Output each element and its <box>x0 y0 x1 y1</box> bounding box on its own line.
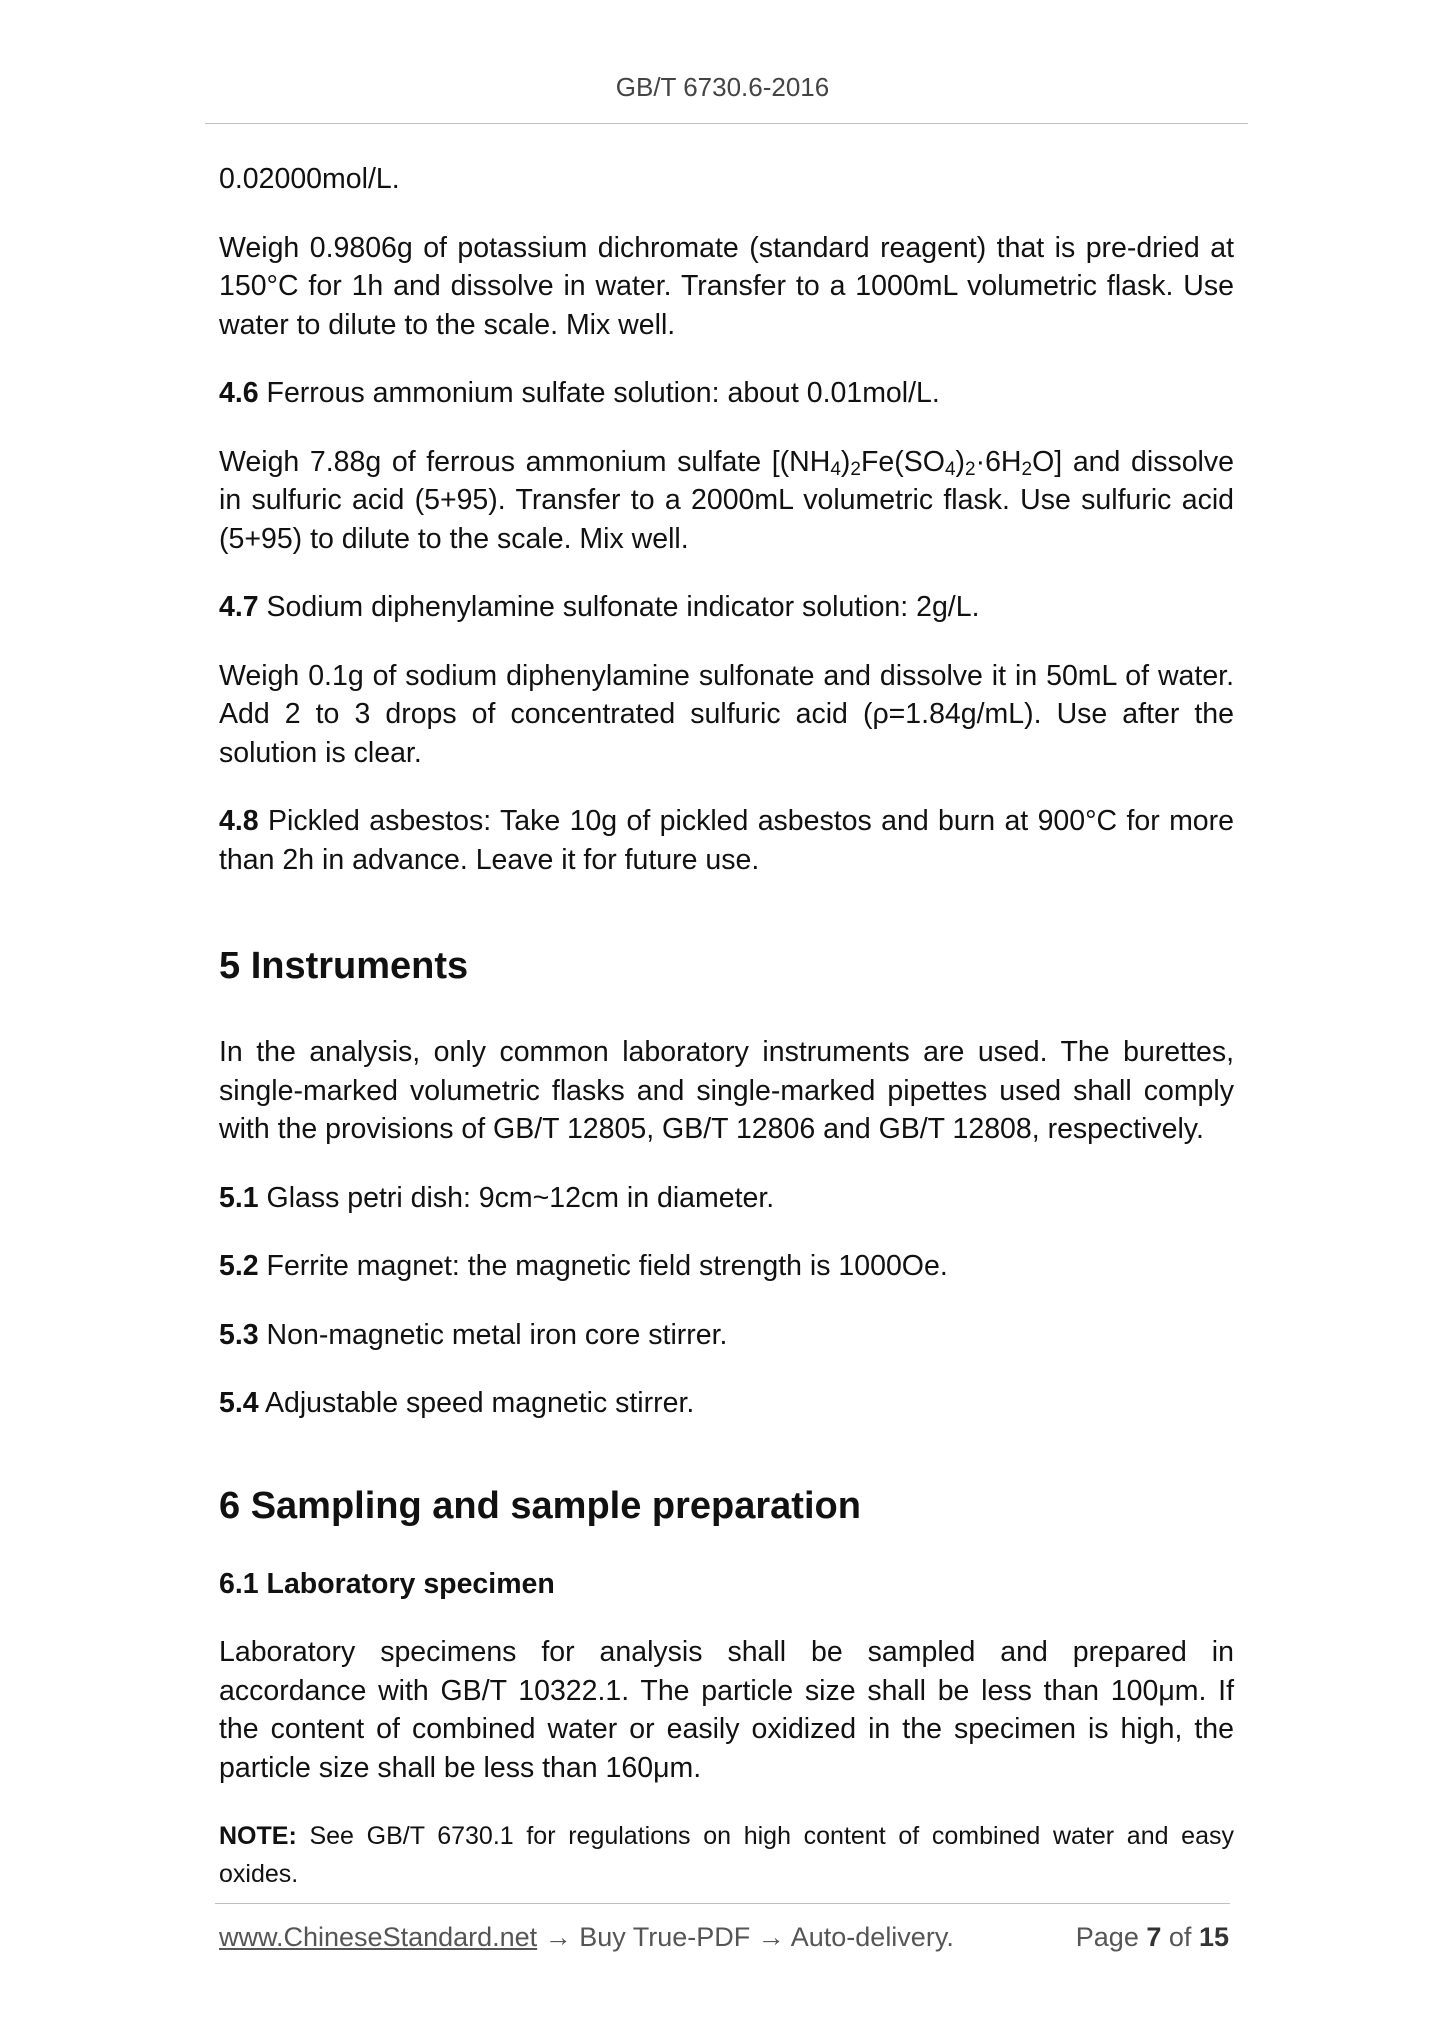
clause-text: Non-magnetic metal iron core stirrer. <box>258 1318 728 1351</box>
clause-4-8 <box>219 802 1234 879</box>
page-indicator <box>1076 1922 1229 1953</box>
footer-promo <box>219 1922 954 1953</box>
paragraph-indicator: Weigh 0.1g of sodium diphenylamine sulfonate and dissolve it in 50mL of water. Add 2 to 3 drops of concentrated sulfuric acid (ρ=1.84g/mL). Use after the solution is clear. <box>219 659 1234 769</box>
clause-text: Ferrite magnet: the magnetic field strength is 1000Oe. <box>258 1250 948 1282</box>
note-label: NOTE: <box>219 1822 297 1850</box>
text-run: ) <box>955 445 966 478</box>
page-word: Page <box>1075 1922 1139 1952</box>
text-run: Fe(SO <box>861 445 945 478</box>
section-heading-sampling: 6 Sampling and sample preparation <box>219 1484 861 1527</box>
footer-divider <box>215 1903 1230 1904</box>
text-run: ·6H <box>975 445 1022 478</box>
text-run: Weigh 7.88g of ferrous ammonium sulfate [(NH <box>219 445 831 478</box>
document-body <box>219 160 1234 1893</box>
subscript: 4 <box>830 458 841 480</box>
clause-number: 5.1 <box>219 1181 259 1214</box>
section-heading-instruments: 5 Instruments <box>219 945 469 987</box>
clause-4-6 <box>219 374 1234 413</box>
paragraph-dichromate: Weigh 0.9806g of potassium dichromate (standard reagent) that is pre-dried at 150°C for 1h and dissolve in water. Transfer to a 1000mL volumetric flask. Use water to dilute to the scale. Mix well. <box>219 231 1234 341</box>
note <box>219 1817 1234 1893</box>
page-header-title: GB/T 6730.6-2016 <box>615 72 830 102</box>
clause-number: 5.4 <box>219 1387 259 1419</box>
clause-5-1 <box>219 1179 1234 1218</box>
note-text: See GB/T 6730.1 for regulations on high content of combined water and easy oxides. <box>219 1822 1234 1888</box>
subscript: 2 <box>965 458 976 480</box>
page-total: 15 <box>1198 1922 1229 1952</box>
subscript: 2 <box>850 458 861 480</box>
clause-text: Ferrous ammonium sulfate solution: about 0.01mol/L. <box>258 377 940 409</box>
clause-number: 4.7 <box>219 591 259 623</box>
text-run: O] and dissolve in sulfuric acid (5+95). Transfer to a 2000mL volumetric flask. Use sulfuric acid (5+95) to dilute to the scale. Mix well. <box>219 445 1234 555</box>
footer-tagline: → Buy True-PDF → Auto-delivery. <box>537 1922 954 1952</box>
clause-number: 5.2 <box>219 1250 259 1282</box>
clause-5-4 <box>219 1384 1234 1423</box>
clause-5-3 <box>219 1316 1234 1355</box>
page-number: 7 <box>1146 1922 1162 1952</box>
subscript: 2 <box>1021 458 1033 480</box>
paragraph-specimen: Laboratory specimens for analysis shall be sampled and prepared in accordance with GB/T 10322.1. The particle size shall be less than 100μm. If the content of combined water or easily oxidized in the specimen is high, the particle size shall be less than 160μm. <box>219 1636 1234 1784</box>
clause-number: 4.8 <box>219 805 259 837</box>
paragraph-concentration: 0.02000mol/L. <box>219 163 400 195</box>
header-divider <box>205 123 1248 124</box>
subscript: 4 <box>944 458 956 480</box>
clause-text: Pickled asbestos: Take 10g of pickled asbestos and burn at 900°C for more than 2h in advance. Leave it for future use. <box>219 805 1234 876</box>
paragraph-ferrous-ammonium <box>219 443 1234 559</box>
of-word: of <box>1168 1922 1192 1952</box>
clause-text: Adjustable speed magnetic stirrer. <box>258 1387 695 1419</box>
paragraph-instruments: In the analysis, only common laboratory instruments are used. The burettes, single-marked volumetric flasks and single-marked pipettes used shall comply with the provisions of GB/T 12805, GB/T 12806 and GB/T 12808, respectively. <box>219 1036 1234 1145</box>
website-link[interactable]: www.ChineseStandard.net <box>219 1922 538 1952</box>
clause-text: Sodium diphenylamine sulfonate indicator solution: 2g/L. <box>258 591 980 623</box>
text-run: ) <box>840 445 851 478</box>
clause-number: 4.6 <box>219 377 259 409</box>
clause-number: 5.3 <box>219 1318 259 1351</box>
clause-text: Glass petri dish: 9cm~12cm in diameter. <box>258 1181 775 1214</box>
clause-5-2 <box>219 1247 1234 1286</box>
clause-4-7 <box>219 588 1234 627</box>
subsection-heading-specimen: 6.1 Laboratory specimen <box>219 1567 555 1600</box>
